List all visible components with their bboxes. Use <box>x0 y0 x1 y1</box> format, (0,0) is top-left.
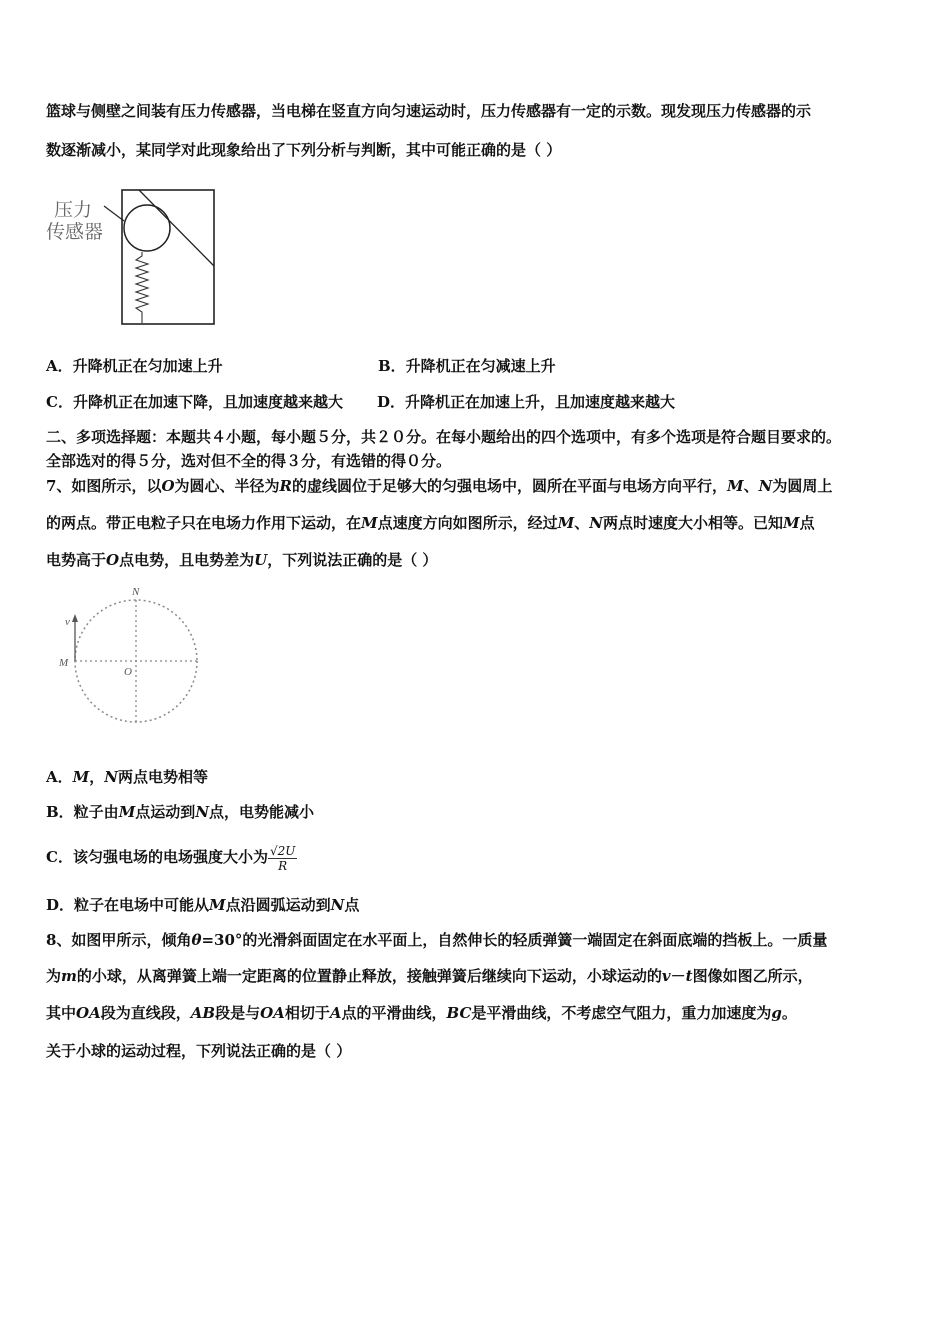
q8-stem-line1: 8、如图甲所示，倾角θ=30°的光滑斜面固定在水平面上，自然伸长的轻质弹簧一端固定在斜面底端的挡板上。一质量 <box>46 931 828 949</box>
q7-option-c: C．该匀强电场的电场强度大小为 $\frac{√2U}{R}$ <box>46 843 296 873</box>
q7-stem-line3: 电势高于O点电势，且电势差为U，下列说法正确的是（ ） <box>46 551 438 569</box>
q8-stem-line3: 其中OA段为直线段，AB段是与OA相切于A点的平滑曲线，BC是平滑曲线，不考虑空气阻力，重力加速度为g。 <box>46 1004 797 1022</box>
q6-option-d: D．升降机正在加速上升，且加速度越来越大 <box>377 393 676 411</box>
section2-line2: 全部选对的得５分，选对但不全的得３分，有选错的得０分。 <box>46 452 452 470</box>
q7-label-n: N <box>132 586 140 598</box>
q7-option-d: D．粒子在电场中可能从M点沿圆弧运动到N点 <box>46 896 360 914</box>
q6-figure-label-line2: 传感器 <box>46 221 104 243</box>
q7-label-o: O <box>124 666 132 678</box>
q7-option-c-fraction: $\frac{√2U}{R}$ <box>269 843 296 873</box>
q6-stem-line1: 篮球与侧壁之间装有压力传感器，当电梯在竖直方向匀速运动时，压力传感器有一定的示数。现发现压力传感器的示 <box>46 102 812 120</box>
q6-incline-wall <box>139 190 214 266</box>
q6-spring <box>136 252 148 323</box>
q6-stem-line2: 数逐渐减小，某同学对此现象给出了下列分析与判断，其中可能正确的是（ ） <box>46 141 562 159</box>
q7-label-m: M <box>59 657 69 669</box>
q6-option-b: B．升降机正在匀减速上升 <box>378 357 556 375</box>
q6-elevator-figure <box>44 186 222 328</box>
section2-line1: 二、多项选择题：本题共４小题，每小题５分，共２０分。在每小题给出的四个选项中，有多个选项是符合题目要求的。 <box>46 428 842 446</box>
q7-velocity-arrowhead <box>72 614 78 622</box>
q6-ball <box>124 205 170 251</box>
q6-option-a: A．升降机正在匀加速上升 <box>46 357 223 375</box>
q7-stem-line1: 7、如图所示，以O为圆心、半径为R的虚线圆位于足够大的匀强电场中，圆所在平面与电场方向平行，M、N为圆周上 <box>46 477 833 495</box>
q7-circle-figure <box>56 584 206 730</box>
q7-option-b: B．粒子由M点运动到N点，电势能减小 <box>46 803 315 821</box>
q7-option-a: A．M，N两点电势相等 <box>46 768 208 786</box>
q7-label-v: v <box>65 616 70 628</box>
q6-option-c: C．升降机正在加速下降，且加速度越来越大 <box>46 393 343 411</box>
q7-stem-line2: 的两点。带正电粒子只在电场力作用下运动，在M点速度方向如图所示，经过M、N两点时速度大小相等。已知M点 <box>46 514 815 532</box>
q8-stem-line2: 为m的小球，从离弹簧上端一定距离的位置静止释放，接触弹簧后继续向下运动，小球运动的v－t图像如图乙所示， <box>46 967 813 985</box>
q8-stem-line4: 关于小球的运动过程，下列说法正确的是（ ） <box>46 1042 352 1060</box>
q6-figure-label-line1: 压力 <box>54 199 93 221</box>
q6-sensor-pointer <box>104 206 124 221</box>
q6-elevator-box <box>122 190 214 324</box>
